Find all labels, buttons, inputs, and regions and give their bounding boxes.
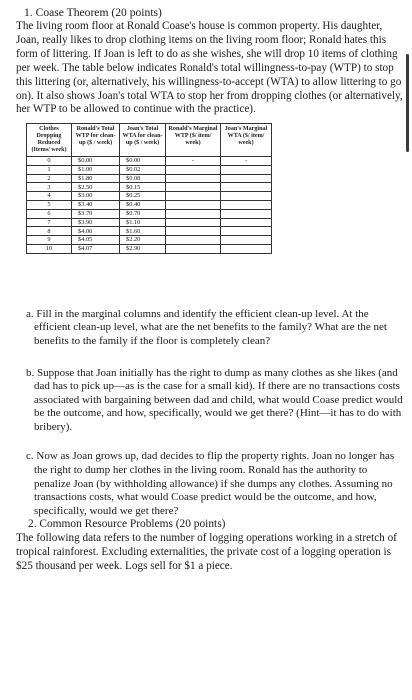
table-row [27, 200, 272, 209]
table-row [27, 156, 272, 165]
coase-table-container [26, 123, 404, 253]
table-row [27, 192, 272, 201]
cell-joan-total-wta: $0.08 [120, 174, 166, 183]
cell-joan-total-wta: $0.25 [120, 192, 166, 201]
cell-joan-marginal-wta [221, 227, 272, 236]
cell-joan-marginal-wta [221, 244, 272, 253]
cell-joan-marginal-wta [221, 183, 272, 192]
question-1c: c. Now as Joan grows up, dad decides to flip the property rights. Joan no longer has the right to dump her clothes in the living room. Ronald has the authority to penalize Joan (by withholding allowance) if she dumps any clothes. Assuming no transactions costs, what would Coase predict would be the outcome, and how, specifically, would we get there? [26, 450, 395, 517]
cell-ronald-total-wtp: $3.70 [72, 209, 120, 218]
cell-joan-marginal-wta [221, 165, 272, 174]
question-1-intro: The living room floor at Ronald Coase's house is common property. His daughter, Joan, really likes to drop clothing items on the living room floor; Ronald hates this form of littering. If Joan is left to do as she wishes, she will drop 10 items of clothing per week. The table below indicates Ronald's total willingness-to-pay (WTP) to stop this littering (or, alternatively, his willingness-to-accept (WTA) to allow littering to go on). It also shows Joan's total WTA to stop her from dropping clothes (or alternatively, her WTP to be allowed to continue with the practice). [16, 20, 403, 116]
cell-ronald-marginal-wtp [166, 174, 221, 183]
cell-clothes-reduced: 2 [27, 174, 72, 183]
question-2-title: 2. Common Resource Problems (20 points) [28, 518, 226, 531]
table-body [27, 156, 272, 253]
cell-ronald-marginal-wtp: - [166, 156, 221, 165]
cell-clothes-reduced: 9 [27, 236, 72, 245]
cell-joan-total-wta: $2.90 [120, 244, 166, 253]
cell-joan-marginal-wta [221, 192, 272, 201]
cell-ronald-marginal-wtp [166, 209, 221, 218]
cell-ronald-marginal-wtp [166, 236, 221, 245]
cell-ronald-total-wtp: $3.00 [72, 192, 120, 201]
cell-joan-marginal-wta [221, 174, 272, 183]
table-row [27, 183, 272, 192]
cell-joan-total-wta: $0.02 [120, 165, 166, 174]
table-row [27, 218, 272, 227]
cell-ronald-marginal-wtp [166, 218, 221, 227]
cell-clothes-reduced: 4 [27, 192, 72, 201]
scrollbar-thumb[interactable] [406, 54, 409, 152]
cell-clothes-reduced: 8 [27, 227, 72, 236]
table-row [27, 236, 272, 245]
cell-ronald-marginal-wtp [166, 200, 221, 209]
cell-joan-marginal-wta [221, 218, 272, 227]
cell-clothes-reduced: 10 [27, 244, 72, 253]
cell-clothes-reduced: 5 [27, 200, 72, 209]
cell-ronald-total-wtp: $1.80 [72, 174, 120, 183]
table-row [27, 227, 272, 236]
cell-clothes-reduced: 3 [27, 183, 72, 192]
cell-ronald-total-wtp: $0.00 [72, 156, 120, 165]
cell-ronald-total-wtp: $4.00 [72, 227, 120, 236]
document-page [16, 6, 404, 574]
cell-ronald-total-wtp: $4.05 [72, 236, 120, 245]
table-row [27, 244, 272, 253]
cell-clothes-reduced: 7 [27, 218, 72, 227]
question-1a: a. Fill in the marginal columns and identify the efficient clean-up level. At the efficient clean-up level, what are the net benefits to the family? What are the net benefits to the family if the floor is completely clean? [26, 307, 387, 347]
cell-ronald-total-wtp: $2.50 [72, 183, 120, 192]
cell-ronald-total-wtp: $1.00 [72, 165, 120, 174]
header-ronald-total-wtp: Ronald's Total WTP for clean-up ($ / week) [72, 124, 120, 157]
cell-ronald-total-wtp: $3.90 [72, 218, 120, 227]
cell-ronald-marginal-wtp [166, 227, 221, 236]
cell-ronald-marginal-wtp [166, 244, 221, 253]
cell-joan-total-wta: $0.15 [120, 183, 166, 192]
table-row [27, 209, 272, 218]
cell-joan-total-wta: $0.70 [120, 209, 166, 218]
cell-joan-total-wta: $1.10 [120, 218, 166, 227]
header-ronald-marginal-wtp: Ronald's Marginal WTP ($/ item/ week) [166, 124, 221, 157]
coase-table [26, 123, 272, 253]
cell-clothes-reduced: 0 [27, 156, 72, 165]
cell-joan-marginal-wta [221, 236, 272, 245]
table-header-row [27, 124, 272, 157]
question-1b: b. Suppose that Joan initially has the right to dump as many clothes as she likes (and dad has to pick up—as is the case for a small kid). If there are no transactions costs associated with bargaining between dad and child, what would Coase predict would be the outcome, and how, specifically, would we get there? (Hint—it has to do with bribery). [26, 366, 403, 433]
cell-joan-total-wta: $1.60 [120, 227, 166, 236]
table-row [27, 174, 272, 183]
cell-ronald-total-wtp: $4.07 [72, 244, 120, 253]
cell-joan-marginal-wta [221, 200, 272, 209]
cell-joan-total-wta: $0.40 [120, 200, 166, 209]
cell-ronald-total-wtp: $3.40 [72, 200, 120, 209]
cell-joan-total-wta: $0.00 [120, 156, 166, 165]
header-joan-marginal-wta: Joan's Marginal WTA ($/ item/ week) [221, 124, 272, 157]
cell-ronald-marginal-wtp [166, 165, 221, 174]
cell-joan-marginal-wta [221, 209, 272, 218]
table-row [27, 165, 272, 174]
cell-ronald-marginal-wtp [166, 192, 221, 201]
cell-joan-total-wta: $2.20 [120, 236, 166, 245]
cell-ronald-marginal-wtp [166, 183, 221, 192]
cell-joan-marginal-wta: - [221, 156, 272, 165]
header-clothes-reduced: Clothes Dropping Reduced (Items/ week) [27, 124, 72, 157]
cell-clothes-reduced: 1 [27, 165, 72, 174]
question-2-intro: The following data refers to the number of logging operations working in a stretch of tropical rainforest. Excluding externalities, the private cost of a logging operation is $25 thousand per week. Logs sell for $1 a piece. [16, 532, 397, 573]
question-1-title: 1. Coase Theorem (20 points) [24, 6, 162, 19]
cell-clothes-reduced: 6 [27, 209, 72, 218]
header-joan-total-wta: Joan's Total WTA for clean-up ($ / week) [120, 124, 166, 157]
